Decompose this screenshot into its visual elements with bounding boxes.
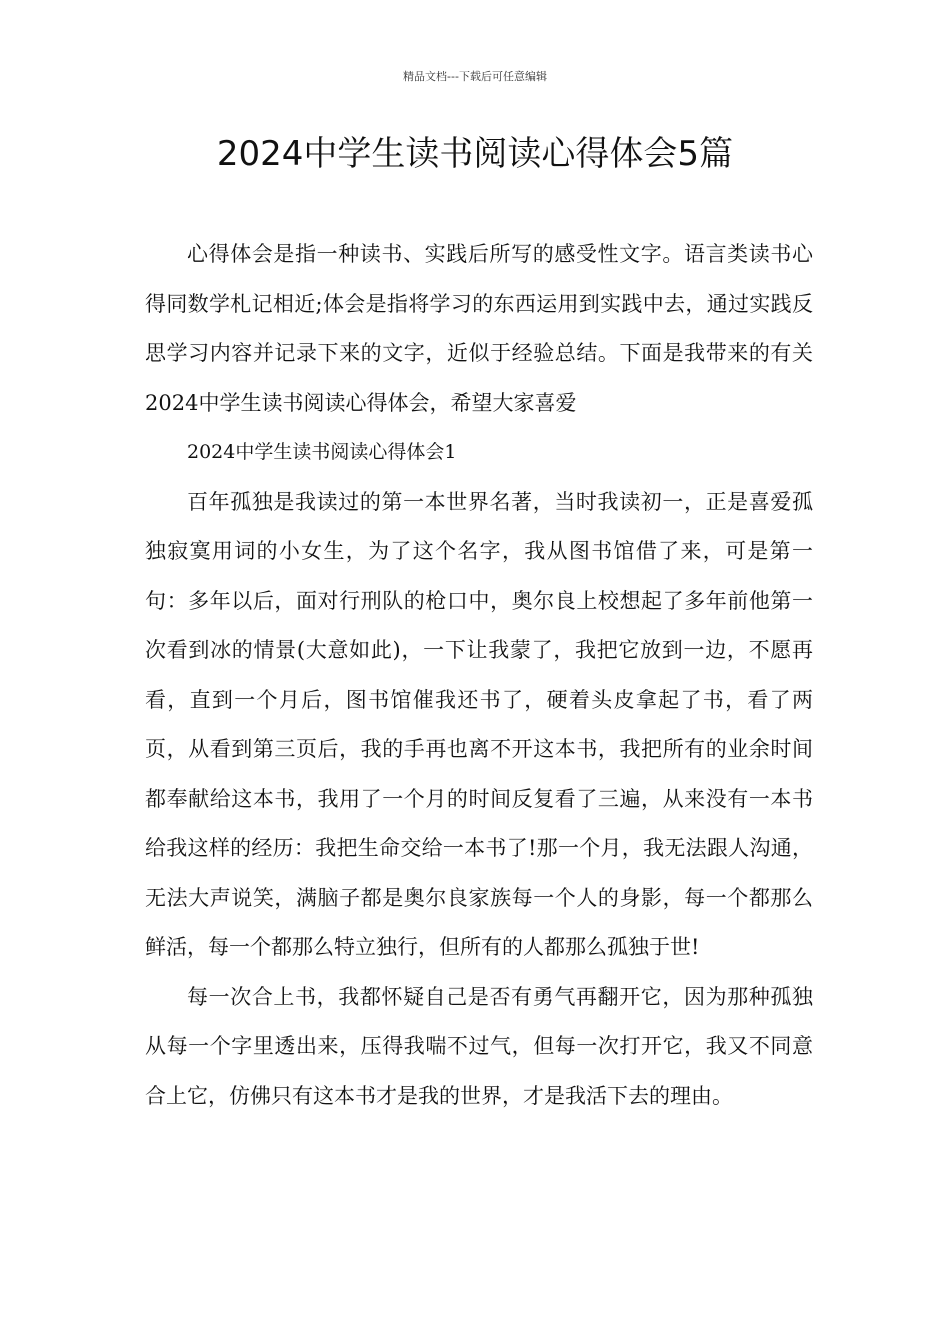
document-title: 2024中学生读书阅读心得体会5篇 (216, 134, 734, 174)
body-paragraph: 百年孤独是我读过的第一本世界名著，当时我读初一，正是喜爱孤独寂寞用词的小女生，为了这个名字，我从图书馆借了来，可是第一句：多年以后，面对行刑队的枪口中，奥尔良上校想起了多年前他第一次看到冰的情景(大意如此)，一下让我蒙了，我把它放到一边，不愿再看，直到一个月后，图书馆催我还书了，硬着头皮拿起了书，看了两页，从看到第三页后，我的手再也离不开这本书，我把所有的业余时间都奉献给这本书，我用了一个月的时间反复看了三遍，从来没有一本书给我这样的经历：我把生命交给一本书了!那一个月，我无法跟人沟通，无法大声说笑，满脑子都是奥尔良家族每一个人的身影，每一个都那么鲜活，每一个都那么特立独行，但所有的人都那么孤独于世! (145, 489, 813, 959)
intro-paragraph: 心得体会是指一种读书、实践后所写的感受性文字。语言类读书心得同数学札记相近;体会是指将学习的东西运用到实践中去，通过实践反思学习内容并记录下来的文字，近似于经验总结。下面是我带来的有关2024中学生读书阅读心得体会，希望大家喜爱 (145, 242, 813, 415)
document-body (145, 230, 813, 1121)
body-paragraph: 每一次合上书，我都怀疑自己是否有勇气再翻开它，因为那种孤独从每一个字里透出来，压得我喘不过气，但每一次打开它，我又不同意合上它，仿佛只有这本书才是我的世界，才是我活下去的理由。 (145, 984, 813, 1108)
section-heading: 2024中学生读书阅读心得体会1 (187, 441, 457, 463)
header-note: 精品文档---下载后可任意编辑 (403, 70, 547, 83)
